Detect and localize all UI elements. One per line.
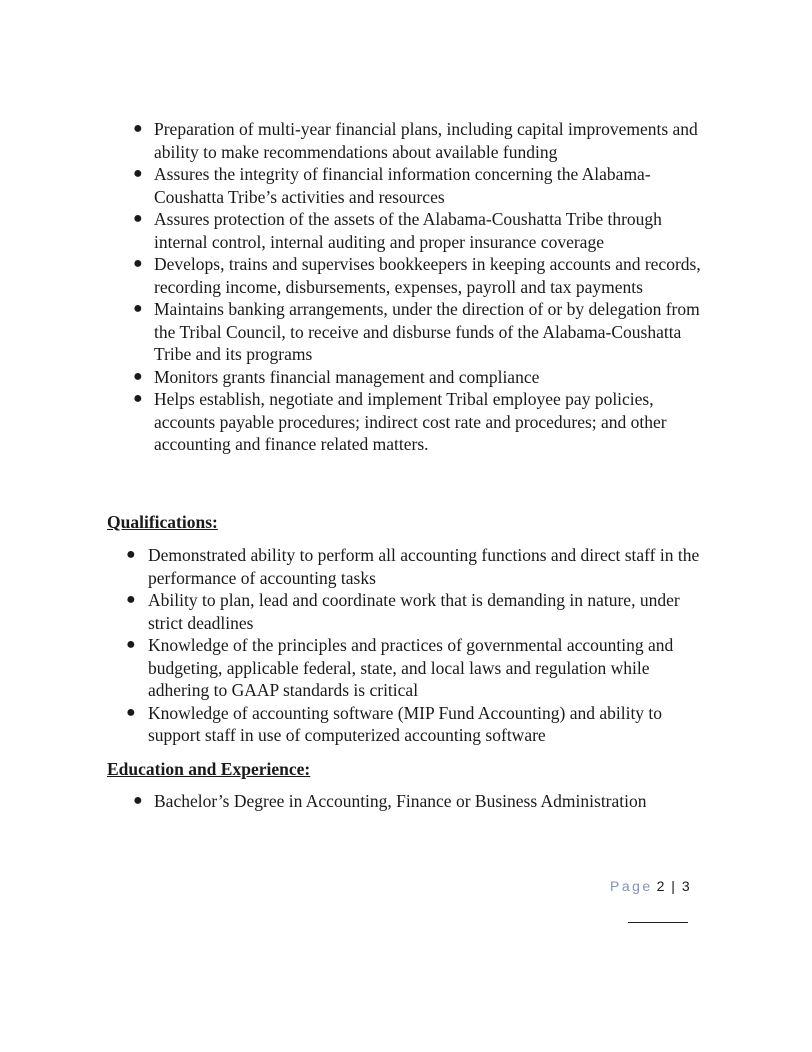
qualifications-heading: Qualifications: [107,512,218,532]
bullet-icon: ● [133,165,143,182]
list-item [133,298,714,366]
list-item-text: Maintains banking arrangements, under the direction of or by delegation from the Tribal Council, to receive and disburse funds of the Alabama-Coushatta Tribe and its programs [154,299,700,364]
current-page-number: 2 [656,878,665,894]
list-item-text: Assures protection of the assets of the Alabama-Coushatta Tribe through internal control, internal auditing and proper insurance coverage [154,209,662,252]
list-item [126,634,708,702]
total-page-number: 3 [681,878,690,894]
bullet-icon: ● [133,390,143,407]
list-item-text: Knowledge of accounting software (MIP Fund Accounting) and ability to support staff in use of computerized accounting software [148,702,663,745]
list-item-text: Monitors grants financial management and compliance [154,366,540,387]
list-item [126,544,708,589]
page-label: Page [610,878,653,894]
list-item-text: Knowledge of the principles and practices of governmental accounting and budgeting, applicable federal, state, and local laws and regulation while adhering to GAAP standards is critical [148,635,674,700]
list-item [133,208,714,253]
education-list [133,790,714,813]
bullet-icon: ● [133,120,143,137]
list-item-text: Helps establish, negotiate and implement Tribal employee pay policies, accounts payable procedures; indirect cost rate and procedures; and other accounting and finance related matters. [154,389,667,454]
bullet-icon: ● [126,636,136,653]
list-item-text: Assures the integrity of financial information concerning the Alabama-Coushatta Tribe’s activities and resources [154,164,651,207]
footer-rule [628,922,688,923]
bullet-icon: ● [126,546,136,563]
bullet-icon: ● [133,210,143,227]
list-item [133,388,714,456]
list-item [133,790,714,813]
list-item-text: Ability to plan, lead and coordinate work that is demanding in nature, under strict deadlines [148,590,680,633]
list-item [126,702,708,747]
list-item [133,253,714,298]
bullet-icon: ● [133,300,143,317]
page-separator: | [671,878,675,894]
list-item-text: Demonstrated ability to perform all accounting functions and direct staff in the performance of accounting tasks [148,545,700,588]
list-item-text: Preparation of multi-year financial plans, including capital improvements and ability to make recommendations about available funding [154,119,698,162]
education-heading: Education and Experience: [107,759,311,779]
list-item [133,163,714,208]
list-item-text: Bachelor’s Degree in Accounting, Finance or Business Administration [154,791,647,811]
bullet-icon: ● [133,367,143,385]
list-item [133,118,714,163]
qualifications-list [126,544,708,747]
bullet-icon: ● [133,792,143,809]
bullet-icon: ● [126,591,136,608]
page-number-footer [610,876,690,896]
bullet-icon: ● [126,703,136,721]
list-item-text: Develops, trains and supervises bookkeepers in keeping accounts and records, recording income, disbursements, expenses, payroll and tax payments [154,254,701,297]
bullet-icon: ● [133,255,143,272]
list-item [133,366,714,389]
duties-list [133,118,714,456]
list-item [126,589,708,634]
